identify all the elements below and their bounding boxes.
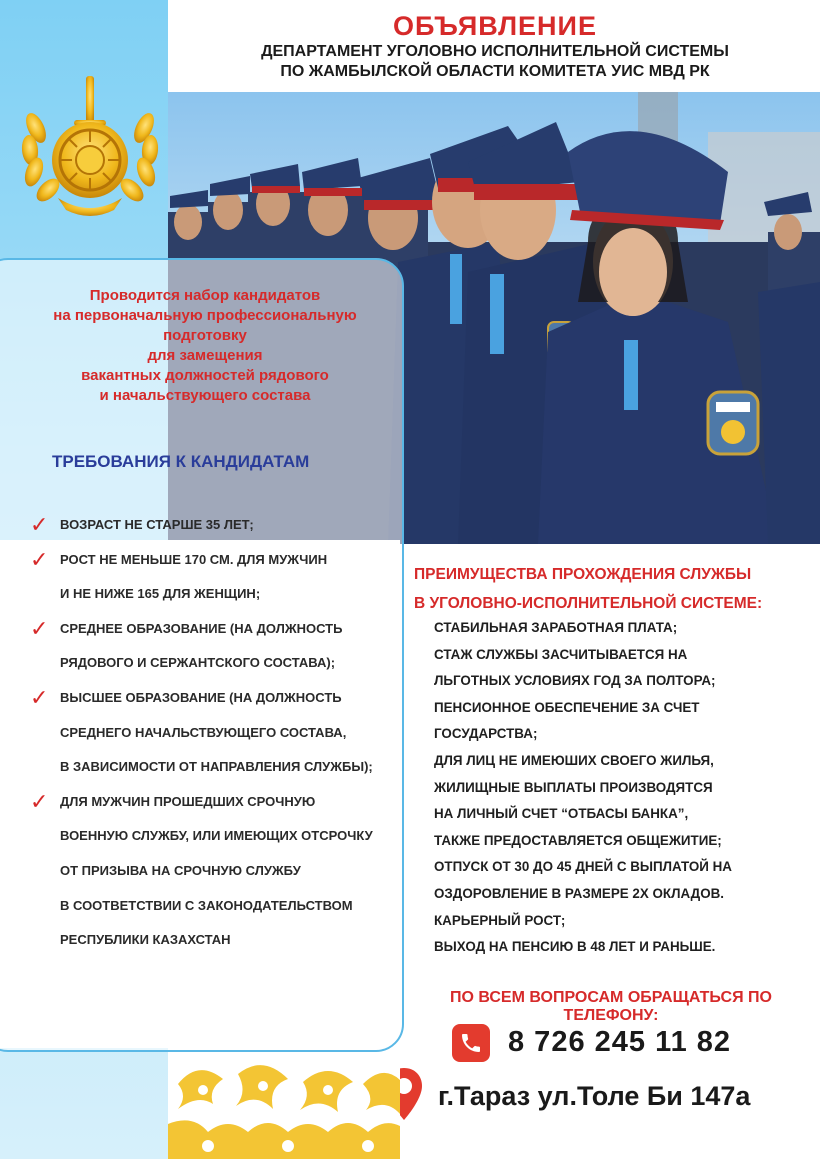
requirement-line: В СООТВЕТСТВИИ С ЗАКОНОДАТЕЛЬСТВОМ <box>60 897 353 913</box>
requirement-line: ✓ ДЛЯ МУЖЧИН ПРОШЕДШИХ СРОЧНУЮ <box>30 785 400 820</box>
benefit-line-bank: НА ЛИЧНЫЙ СЧЕТ “ОТБАСЫ БАНКА”, <box>434 806 689 822</box>
requirement-line: ✓ ВОЗРАСТ НЕ СТАРШЕ 35 ЛЕТ; <box>30 508 400 543</box>
benefit-line: ПЕНСИОННОЕ ОБЕСПЕЧЕНИЕ ЗА СЧЕТ <box>434 699 700 715</box>
check-icon: ✓ <box>30 512 49 537</box>
requirement-line: И НЕ НИЖЕ 165 ДЛЯ ЖЕНЩИН; <box>60 586 261 602</box>
benefit-line: ОТПУСК ОТ 30 ДО 45 ДНЕЙ С ВЫПЛАТОЙ НА <box>434 859 732 875</box>
benefits-list <box>434 615 828 961</box>
benefits-title-line-2: В УГОЛОВНО-ИСПОЛНИТЕЛЬНОЙ СИСТЕМЕ: <box>414 595 763 612</box>
contact-title: ПО ВСЕМ ВОПРОСАМ ОБРАЩАТЬСЯ ПО ТЕЛЕФОНУ: <box>450 989 772 1024</box>
requirement-line: РЯДОВОГО И СЕРЖАНТСКОГО СОСТАВА); <box>60 655 336 671</box>
requirement-line: СРЕДНЕГО НАЧАЛЬСТВУЮЩЕГО СОСТАВА, <box>60 724 347 740</box>
check-icon: ✓ <box>30 615 49 641</box>
phone-icon <box>452 1024 490 1062</box>
requirement-line: ✓ РОСТ НЕ МЕНЬШЕ 170 СМ. ДЛЯ МУЖЧИН <box>30 543 400 578</box>
benefit-line: КАРЬЕРНЫЙ РОСТ; <box>434 912 566 928</box>
requirement-line: ВОЕННУЮ СЛУЖБУ, ИЛИ ИМЕЮЩИХ ОТСРОЧКУ <box>60 828 373 844</box>
phone-number[interactable]: 8 726 245 11 82 <box>508 1026 732 1058</box>
requirement-line: В ЗАВИСИМОСТИ ОТ НАПРАВЛЕНИЯ СЛУЖБЫ); <box>60 759 373 775</box>
ornament-pattern <box>168 1054 400 1159</box>
benefit-line: СТАБИЛЬНАЯ ЗАРАБОТНАЯ ПЛАТА; <box>434 620 678 635</box>
bank-name: “ОТБАСЫ БАНКА” <box>561 806 685 822</box>
requirement-line: ✓ СРЕДНЕЕ ОБРАЗОВАНИЕ (НА ДОЛЖНОСТЬ <box>30 612 400 647</box>
benefits-title-line-1: ПРЕИМУЩЕСТВА ПРОХОЖДЕНИЯ СЛУЖБЫ <box>414 566 752 583</box>
requirements-list <box>30 508 400 958</box>
requirement-line: РЕСПУБЛИКИ КАЗАХСТАН <box>60 932 231 948</box>
benefit-line: ЛЬГОТНЫХ УСЛОВИЯХ ГОД ЗА ПОЛТОРА; <box>434 673 716 689</box>
recruit-line: для замещения <box>147 347 263 364</box>
check-icon: ✓ <box>30 684 49 710</box>
benefit-line: ЖИЛИЩНЫЕ ВЫПЛАТЫ ПРОИЗВОДЯТСЯ <box>434 779 713 795</box>
address: г.Тараз ул.Толе Би 147а <box>438 1081 751 1111</box>
benefit-line: ВЫХОД НА ПЕНСИЮ В 48 ЛЕТ И РАНЬШЕ. <box>434 939 716 955</box>
recruit-line: подготовку <box>163 327 247 344</box>
recruit-line: на первоначальную профессиональную <box>53 307 357 324</box>
address-row <box>384 1066 824 1126</box>
benefits-title <box>414 560 828 618</box>
requirement-line: ОТ ПРИЗЫВА НА СРОЧНУЮ СЛУЖБУ <box>60 862 301 878</box>
department-line-1: ДЕПАРТАМЕНТ УГОЛОВНО ИСПОЛНИТЕЛЬНОЙ СИСТЕМЫ <box>261 43 729 60</box>
recruit-line: и начальствующего состава <box>99 387 311 404</box>
requirement-line: ✓ ВЫСШЕЕ ОБРАЗОВАНИЕ (НА ДОЛЖНОСТЬ <box>30 681 400 716</box>
benefit-line: ОЗДОРОВЛЕНИЕ В РАЗМЕРЕ 2Х ОКЛАДОВ. <box>434 885 725 901</box>
emblem-icon <box>14 68 166 220</box>
benefit-line: СТАЖ СЛУЖБЫ ЗАСЧИТЫВАЕТСЯ НА <box>434 646 688 662</box>
recruit-line: Проводится набор кандидатов <box>89 287 321 304</box>
benefit-line: ГОСУДАРСТВА; <box>434 726 538 742</box>
requirements-title: ТРЕБОВАНИЯ К КАНДИДАТАМ <box>52 452 310 471</box>
check-icon: ✓ <box>30 788 49 814</box>
recruitment-text <box>10 286 400 406</box>
department-line-2: ПО ЖАМБЫЛСКОЙ ОБЛАСТИ КОМИТЕТА УИС МВД РК <box>280 63 710 80</box>
check-icon: ✓ <box>30 546 49 572</box>
recruit-line: вакантных должностей рядового <box>81 367 329 384</box>
phone-row <box>452 1020 812 1064</box>
header <box>170 10 820 82</box>
announcement-title: ОБЪЯВЛЕНИЕ <box>393 11 597 41</box>
benefit-line: ТАКЖЕ ПРЕДОСТАВЛЯЕТСЯ ОБЩЕЖИТИЕ; <box>434 832 722 848</box>
benefit-line: ДЛЯ ЛИЦ НЕ ИМЕЮШИХ СВОЕГО ЖИЛЬЯ, <box>434 752 714 768</box>
